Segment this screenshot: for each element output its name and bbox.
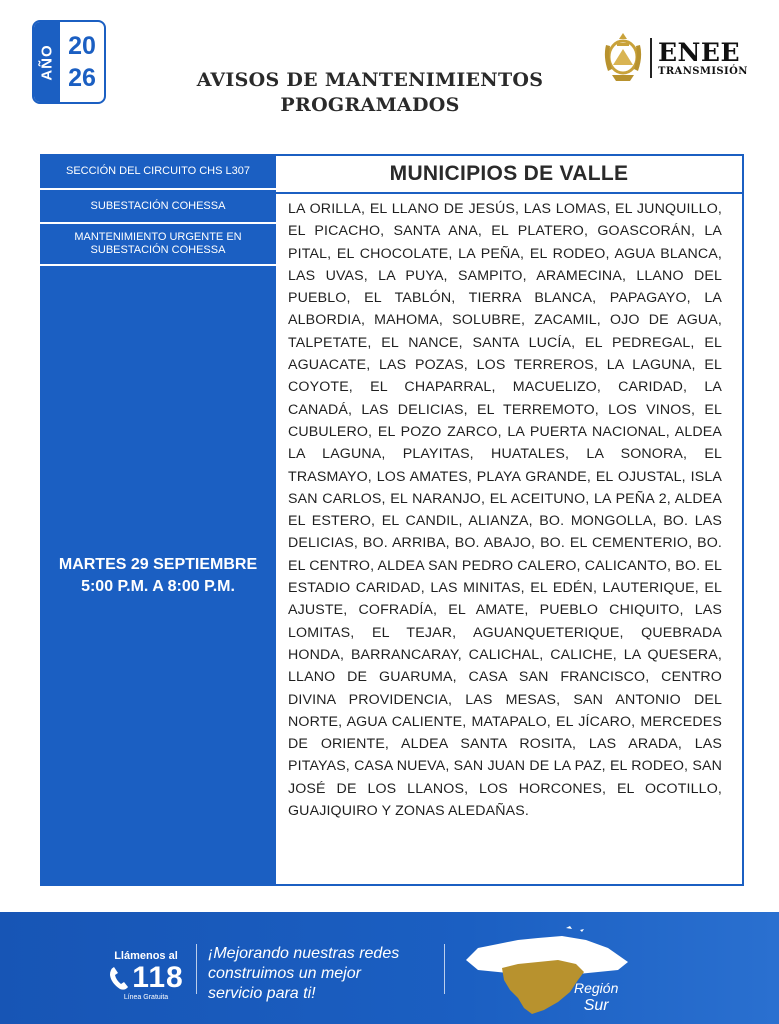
municipalities-box [276,154,744,886]
phone-icon [108,965,130,991]
year-bottom: 26 [68,64,96,92]
region-name: Sur [583,997,609,1014]
maintenance-cell: MANTENIMIENTO URGENTE EN SUBESTACIÓN COHESSA [74,231,242,256]
affected-areas-text: LA ORILLA, EL LLANO DE JESÚS, LAS LOMAS, EL JUNQUILLO, EL PICACHO, SANTA ANA, EL PLATERO, GOASCORÁN, LA PITAL, EL CHOCOLATE, LA PEÑA, EL RODEO, AGUA BLANCA, LAS UVAS, LA PUYA, SAMPITO, ARAMECINA, LLANO DEL PUEBLO, EL TABLÓN, TIERRA BLANCA, PAPAGAYO, LA ALBORDIA, MAHOMA, SOLUBRE, ZACAMIL, OJO DE AGUA, TALPETATE, EL NANCE, SANTA LUCÍA, EL PEDREGAL, EL AGUACATE, LAS POZAS, LOS TERREROS, LA LAGUNA, EL COYOTE, EL CHAPARRAL, MACUELIZO, CARIDAD, LA CANADÁ, LAS DELICIAS, EL TERREMOTO, LOS VINOS, EL CUBULERO, EL POZO ZARCO, LA PUERTA NACIONAL, ALDEA LA LAGUNA, PLAYITAS, HUATALES, LA SONORA, EL TRASMAYO, LOS AMATES, PLAYA GRANDE, EL OJUSTAL, ISLA SAN CARLOS, EL NARANJO, EL ACEITUNO, LA PEÑA 2, ALDEA EL ESTERO, EL CANDIL, ALIANZA, BO. MONGOLLA, BO. LAS DELICIAS, BO. ARRIBA, BO. ABAJO, BO. EL CEMENTERIO, BO. EL CENTRO, ALDEA SAN PEDRO CALERO, CALICANTO, BO. EL ESTADIO CARIDAD, LAS MINITAS, EL EDÉN, LAUTERIQUE, EL AJUSTE, COFRADÍA, EL AMATE, PUEBLO CHIQUITO, LAS LOMITAS, EL TEJAR, AGUANQUETERIQUE, QUEBRADA HONDA, BARRANCARAY, CALICHAL, CALICHE, LA QUESERA, LLANO DE GUARUMA, CASA SAN FRANCISCO, CENTRO DIVINA PROVIDENCIA, LAS MESAS, SAN ANTONIO DEL NORTE, AGUA CALIENTE, MATAPALO, EL JÍCARO, MERCEDES DE ORIENTE, ALDEA SANTA ROSITA, LAS ARADA, LAS PITAYAS, CASA NUEVA, SAN JUAN DE LA PAZ, EL RODEO, SAN JOSÉ DE LOS LLANOS, LOS HORCONES, EL OCOTILLO, GUAJIQUIRO Y ZONAS ALEDAÑAS. [288,201,722,820]
year-top: 20 [68,32,96,60]
footer-divider-2 [444,944,445,994]
slogan-line-2: construimos un mejor [208,965,361,982]
hotline-number: 118 [132,961,184,994]
schedule-date: MARTES 29 SEPTIEMBRE [58,556,258,573]
schedule-time: 5:00 P.M. A 8:00 P.M. [81,578,235,595]
municipalities-header: MUNICIPIOS DE VALLE [276,156,742,194]
footer-divider-1 [196,944,197,994]
year-digits [60,22,104,102]
page-title-line1: AVISOS DE MANTENIMIENTOS [196,69,544,91]
year-badge-label-box [34,22,60,102]
logo-divider [650,38,652,78]
year-badge [32,20,106,104]
hotline-sub: Línea Gratuita [123,994,169,1001]
hotline-block [105,950,187,1002]
page-title [130,68,610,118]
info-column [40,154,276,886]
logo-text [658,37,748,77]
year-badge-label: AÑO [38,43,56,81]
logo-brand: ENEE [658,37,741,67]
circuit-cell: SECCIÓN DEL CIRCUITO CHS L307 [66,164,250,177]
enee-logo [600,30,760,86]
honduras-seal-icon [600,31,646,85]
schedule-cell [40,266,276,886]
slogan-line-3: servicio para ti! [208,985,316,1002]
logo-sub: TRANSMISIÓN [658,65,748,77]
footer-slogan [208,944,438,1004]
hotline-label: Llámenos al [114,950,178,962]
substation-cell: SUBESTACIÓN COHESSA [90,199,226,212]
hotline-number-row [105,962,187,994]
region-word: Región [574,980,619,996]
page-title-line2: PROGRAMADOS [280,94,460,116]
region-label [574,980,618,1014]
slogan-line-1: ¡Mejorando nuestras redes [208,945,400,962]
footer-banner [0,912,779,1024]
